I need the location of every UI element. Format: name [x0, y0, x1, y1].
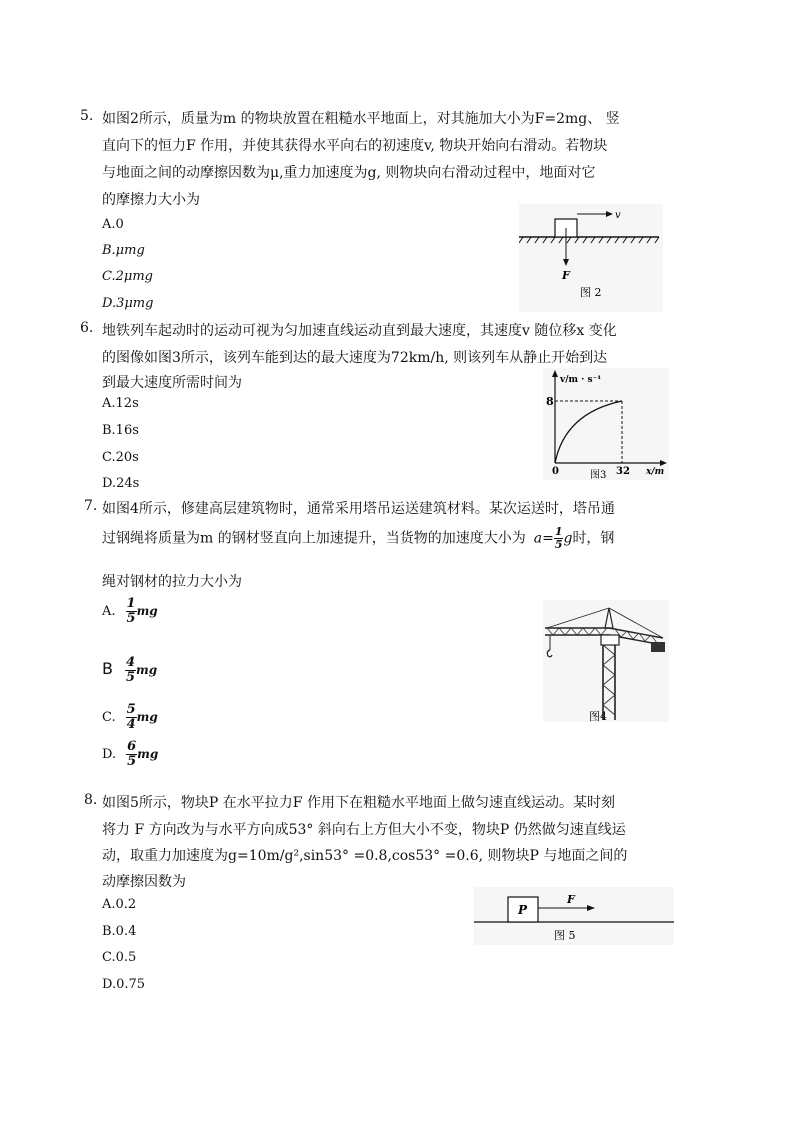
v-x-curve [555, 401, 622, 463]
q8-text-line-2: 将力 F 方向改为与水平方向成53° 斜向右上方但大小不变，物块P 仍然做匀速直线运 [102, 822, 626, 838]
q6-text-line-3: 到最大速度所需时间为 [102, 375, 242, 391]
q7-accel-fraction: $\frac{1}{5}$ [554, 525, 563, 551]
q8-text-line-3: 动，取重力加速度为g=10m/g²,sin53° =0.8,cos53° =0.6, 则物块P 与地面之间的 [102, 848, 628, 864]
figure-2 [519, 204, 663, 312]
figure-5 [474, 887, 674, 945]
figure-3 [543, 368, 669, 480]
q7-accel-g: g [563, 530, 573, 547]
figure-4-caption: 图4 [589, 710, 607, 722]
q8-text-line-4: 动摩擦因数为 [102, 874, 186, 890]
q6-option-a: A.12s [102, 396, 139, 411]
q7-text-line-3: 绳对钢材的拉力大小为 [102, 574, 242, 590]
q6-text-line-2: 的图像如图3所示，该列车能到达的最大速度为72km/h, 则该列车从静止开始到达 [102, 350, 608, 366]
force-label: F [562, 269, 570, 282]
q7-option-a: A. $\frac{1}{5}$ mg [102, 596, 158, 626]
q7-text-line-1: 如图4所示，修建高层建筑物时，通常采用塔吊运送建筑材料。某次运送时，塔吊通 [102, 501, 615, 517]
y-axis-label: v/m · s⁻¹ [560, 375, 602, 385]
q5-option-b: B.μmg [102, 243, 145, 258]
figure-5-caption: 图 5 [554, 929, 576, 942]
q5-option-d: D.3μmg [102, 296, 154, 311]
q7-accel-lhs: a= [533, 530, 554, 547]
q7-line2-before: 过钢绳将质量为m 的钢材竖直向上加速提升，当货物的加速度大小为 [102, 530, 526, 547]
figure-4-tower-crane [543, 600, 669, 722]
q8-option-a: A.0.2 [102, 897, 137, 912]
q7-line2-after: 时，钢 [572, 530, 615, 547]
figure-3-caption: 图3 [590, 470, 607, 480]
velocity-label: v [615, 210, 621, 221]
q7-option-d: D. $\frac{6}{5}$ mg [102, 739, 159, 769]
origin-label: 0 [552, 466, 559, 477]
q5-option-c: C.2μmg [102, 269, 153, 284]
q5-text-line-2: 直向下的恒力F 作用，并使其获得水平向右的初速度v, 物块开始向右滑动。若物块 [102, 138, 608, 154]
q6-option-c: C.20s [102, 450, 139, 465]
figure-2-caption: 图 2 [580, 286, 602, 299]
block-p-label: P [518, 903, 528, 917]
q8-text-line-1: 如图5所示，物块P 在水平拉力F 作用下在粗糙水平地面上做匀速直线运动。某时刻 [102, 795, 615, 811]
q8-number: 8. [84, 792, 98, 808]
q5-option-a: A.0 [102, 217, 124, 232]
q8-option-b: B.0.4 [102, 924, 137, 939]
q7-text-line-2 [102, 526, 614, 551]
q7-number: 7. [84, 498, 98, 514]
x-axis-label: x/m [646, 467, 665, 477]
q5-text-line-1: 如图2所示，质量为m 的物块放置在粗糙水平地面上，对其施加大小为F=2mg、 竖 [102, 111, 620, 127]
q8-option-d: D.0.75 [102, 977, 146, 992]
q7-option-b: B $\frac{4}{5}$ mg [102, 655, 158, 685]
x-tick-label: 32 [616, 466, 630, 477]
q6-number: 6. [80, 320, 94, 336]
q5-number: 5. [80, 108, 94, 124]
q6-option-b: B.16s [102, 423, 139, 438]
q8-option-c: C.0.5 [102, 950, 137, 965]
q5-text-line-3: 与地面之间的动摩擦因数为μ,重力加速度为g, 则物块向右滑动过程中，地面对它 [102, 165, 596, 181]
q6-option-d: D.24s [102, 476, 140, 491]
q7-option-c: C. $\frac{5}{4}$ mg [102, 702, 158, 732]
y-tick-label: 8 [546, 395, 554, 408]
q6-text-line-1: 地铁列车起动时的运动可视为匀加速直线运动直到最大速度，其速度v 随位移x 变化 [102, 323, 617, 339]
q5-text-line-4: 的摩擦力大小为 [102, 192, 200, 208]
force-f-label: F [567, 893, 575, 906]
